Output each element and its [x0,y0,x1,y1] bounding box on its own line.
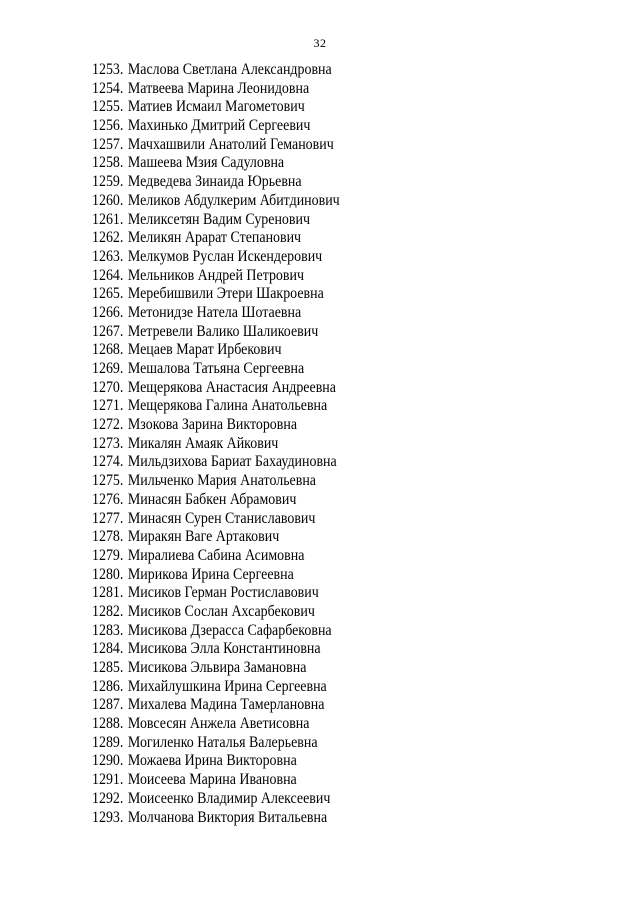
entry-name: Моисеева Марина Ивановна [127,771,297,789]
list-item [92,734,340,753]
entry-number: 1268. [92,341,124,359]
entry-name: Метревели Валико Шаликоевич [127,322,319,340]
list-item [92,379,340,398]
entry-name: Меликсетян Вадим Суренович [127,210,310,228]
entry-name: Минасян Бабкен Абрамович [127,490,297,508]
list-item [92,397,340,416]
list-item [92,360,340,379]
entry-number: 1265. [92,285,124,303]
list-item [92,416,340,435]
entry-name: Миралиева Сабина Асимовна [127,546,305,564]
entry-number: 1288. [92,715,124,733]
entry-name: Матвеева Марина Леонидовна [127,79,310,97]
entry-name: Мисиков Герман Ростиславович [127,584,319,602]
entry-name: Михалева Мадина Тамерлановна [127,696,325,714]
list-item [92,435,340,454]
list-item [92,491,340,510]
entry-number: 1279. [92,546,124,564]
entry-number: 1274. [92,453,124,471]
list-item [92,248,340,267]
list-item [92,267,340,286]
entry-number: 1289. [92,733,124,751]
list-item [92,323,340,342]
entry-name: Меликян Арарат Степанович [127,229,302,247]
entry-number: 1260. [92,191,124,209]
entry-number: 1287. [92,696,124,714]
entry-number: 1282. [92,602,124,620]
list-item [92,584,340,603]
list-item [92,510,340,529]
list-item [92,809,340,828]
entry-name: Мисикова Эльвира Замановна [127,659,307,676]
list-item [92,790,340,809]
entry-name: Мешалова Татьяна Сергеевна [127,360,305,377]
entry-number: 1258. [92,154,124,172]
entry-name: Мисикова Элла Константиновна [127,640,321,658]
entry-number: 1280. [92,565,124,583]
list-item [92,752,340,771]
list-item [92,622,340,641]
entry-number: 1267. [92,322,124,340]
list-item [92,211,340,230]
list-item [92,603,340,622]
list-item [92,528,340,547]
entry-number: 1272. [92,416,124,434]
list-item [92,304,340,323]
entry-name: Молчанова Виктория Витальевна [127,808,328,826]
list-item [92,640,340,659]
entry-number: 1290. [92,752,124,770]
entry-number: 1278. [92,528,124,546]
page-number: 32 [313,36,327,50]
entry-number: 1261. [92,210,124,228]
entry-name: Можаева Ирина Викторовна [127,752,297,770]
name-list [92,61,340,827]
entry-name: Мещерякова Анастасия Андреевна [127,378,336,396]
entry-name: Меликов Абдулкерим Абитдинович [127,191,340,209]
list-item [92,117,340,136]
entry-name: Медведева Зинаида Юрьевна [127,173,302,191]
entry-number: 1277. [92,509,124,527]
entry-name: Мещерякова Галина Анатольевна [127,397,328,415]
entry-number: 1270. [92,378,124,396]
entry-name: Машеева Мзия Садуловна [127,154,285,172]
entry-number: 1256. [92,117,124,135]
entry-number: 1292. [92,789,124,807]
list-item [92,547,340,566]
list-item [92,154,340,173]
entry-name: Матиев Исмаил Магометович [127,98,305,116]
list-item [92,136,340,155]
entry-name: Махинько Дмитрий Сергеевич [127,117,311,135]
list-item [92,566,340,585]
list-item [92,453,340,472]
entry-number: 1262. [92,229,124,247]
entry-name: Мирикова Ирина Сергеевна [127,565,294,583]
entry-number: 1284. [92,640,124,658]
list-item [92,696,340,715]
entry-name: Минасян Сурен Станиславович [127,509,316,527]
entry-number: 1259. [92,173,124,191]
list-item [92,61,340,80]
list-item [92,80,340,99]
entry-number: 1263. [92,247,124,265]
entry-name: Мецаев Марат Ирбекович [127,341,282,359]
entry-name: Мзокова Зарина Викторовна [127,416,298,434]
entry-number: 1257. [92,135,124,153]
entry-number: 1286. [92,677,124,695]
entry-number: 1269. [92,360,124,377]
entry-name: Мильченко Мария Анатольевна [127,472,317,490]
entry-name: Миракян Ваге Артакович [127,528,280,546]
entry-name: Меребишвили Этери Шакроевна [127,285,324,303]
list-item [92,771,340,790]
entry-name: Мельников Андрей Петрович [127,266,304,284]
entry-name: Мелкумов Руслан Искендерович [127,247,323,265]
list-item [92,285,340,304]
entry-name: Мачхашвили Анатолий Геманович [127,135,334,153]
entry-number: 1273. [92,434,124,452]
entry-number: 1276. [92,490,124,508]
list-item [92,229,340,248]
list-item [92,715,340,734]
entry-name: Микалян Амаяк Айкович [127,434,279,452]
entry-name: Могиленко Наталья Валерьевна [127,733,318,751]
entry-number: 1291. [92,771,124,789]
entry-number: 1266. [92,303,124,321]
entry-name: Михайлушкина Ирина Сергеевна [127,677,327,695]
entry-number: 1271. [92,397,124,415]
entry-number: 1253. [92,61,124,78]
entry-number: 1281. [92,584,124,602]
entry-number: 1255. [92,98,124,116]
entry-name: Мовсесян Анжела Аветисовна [127,715,310,733]
list-item [92,472,340,491]
entry-name: Моисеенко Владимир Алексеевич [127,789,331,807]
list-item [92,173,340,192]
entry-name: Мисикова Дзерасса Сафарбековна [127,621,332,639]
entry-number: 1264. [92,266,124,284]
entry-number: 1285. [92,659,124,676]
entry-number: 1293. [92,808,124,826]
entry-name: Мисиков Сослан Ахсарбекович [127,602,315,620]
entry-name: Метонидзе Натела Шотаевна [127,303,302,321]
list-item [92,659,340,678]
entry-number: 1275. [92,472,124,490]
list-item [92,678,340,697]
list-item [92,192,340,211]
entry-name: Мильдзихова Бариат Бахаудиновна [127,453,337,471]
entry-number: 1283. [92,621,124,639]
entry-name: Маслова Светлана Александровна [127,61,332,78]
list-item [92,98,340,117]
list-item [92,341,340,360]
entry-number: 1254. [92,79,124,97]
